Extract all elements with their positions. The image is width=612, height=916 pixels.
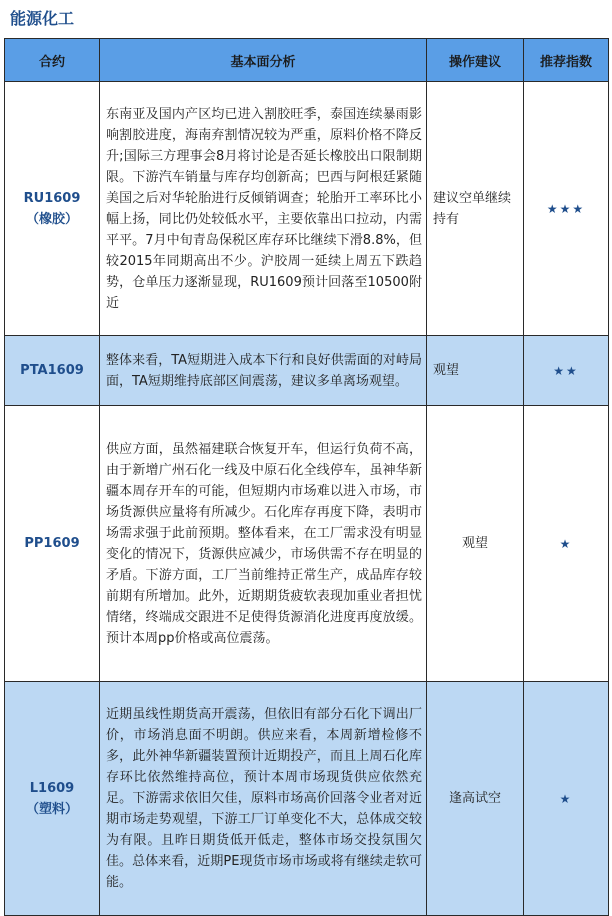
contract-cell	[5, 82, 100, 336]
table-row	[5, 406, 609, 682]
advice-cell: 逢高试空	[427, 682, 524, 916]
rating-stars: ★	[524, 406, 609, 682]
advice-cell: 建议空单继续持有	[427, 82, 524, 336]
futures-analysis-table	[4, 38, 609, 916]
contract-name: （塑料）	[25, 801, 78, 817]
rating-stars: ★★★	[524, 82, 609, 336]
analysis-cell: 东南亚及国内产区均已进入割胶旺季，泰国连续暴雨影响割胶进度，海南弃割情况较为严重，原料价格不降反升;国际三方理事会8月将讨论是否延长橡胶出口限制期限。下游汽车销量与库存均创新高；巴西与阿根廷紧随美国之后对华轮胎进行反倾销调查；轮胎开工率环比小幅上扬，同比仍处较低水平，主要依靠出口拉动，内需平平。7月中旬青岛保税区库存环比继续下滑8.8%，但较2015年同期高出不少。沪胶周一延续上周五下跌趋势，仓单压力逐渐显现，RU1609预计回落至10500附近	[100, 82, 427, 336]
rating-stars: ★	[524, 682, 609, 916]
contract-code: RU1609	[23, 190, 81, 206]
analysis-cell: 整体来看，TA短期进入成本下行和良好供需面的对峙局面，TA短期维持底部区间震荡，建议多单离场观望。	[100, 336, 427, 406]
contract-code: PP1609	[24, 536, 80, 551]
contract-cell	[5, 406, 100, 682]
header-contract: 合约	[5, 39, 100, 82]
table-row	[5, 682, 609, 916]
header-analysis: 基本面分析	[100, 39, 427, 82]
contract-cell	[5, 682, 100, 916]
contract-code: PTA1609	[20, 363, 84, 378]
rating-stars: ★★	[524, 336, 609, 406]
advice-cell: 观望	[427, 336, 524, 406]
section-title: 能源化工	[10, 9, 75, 28]
contract-name: （橡胶）	[25, 211, 78, 227]
table-row	[5, 336, 609, 406]
header-advice: 操作建议	[427, 39, 524, 82]
table-row	[5, 82, 609, 336]
advice-cell: 观望	[427, 406, 524, 682]
table-header-row	[5, 39, 609, 82]
header-rating: 推荐指数	[524, 39, 609, 82]
contract-cell	[5, 336, 100, 406]
analysis-cell: 近期虽线性期货高开震荡，但依旧有部分石化下调出厂价，市场消息面不明朗。供应来看，本周新增检修不多，此外神华新疆装置预计近期投产，而且上周石化库存环比依然维持高位，预计本周市场现货供应依然充足。下游需求依旧欠佳，原料市场高价回落令业者对近期市场走势观望，下游工厂订单变化不大，总体成交较为有限。且昨日期货低开低走，整体市场交投氛围欠佳。总体来看，近期PE现货市场市场或将有继续走软可能。	[100, 682, 427, 916]
contract-code: L1609	[29, 780, 75, 796]
analysis-cell: 供应方面，虽然福建联合恢复开车，但运行负荷不高，由于新增广州石化一线及中原石化全线停车，虽神华新疆本周存开车的可能，但短期内市场难以进入市场，市场货源供应量将有所减少。石化库存再度下降，表明市场需求强于此前预期。整体看来，在工厂需求没有明显变化的情况下，货源供应减少，市场供需不存在明显的矛盾。下游方面，工厂当前维持正常生产，成品库存较前期有所增加。此外，近期期货疲软表现加重业者担忧情绪，终端成交跟进不足使得货源消化进度再度放缓。预计本周pp价格或高位震荡。	[100, 406, 427, 682]
